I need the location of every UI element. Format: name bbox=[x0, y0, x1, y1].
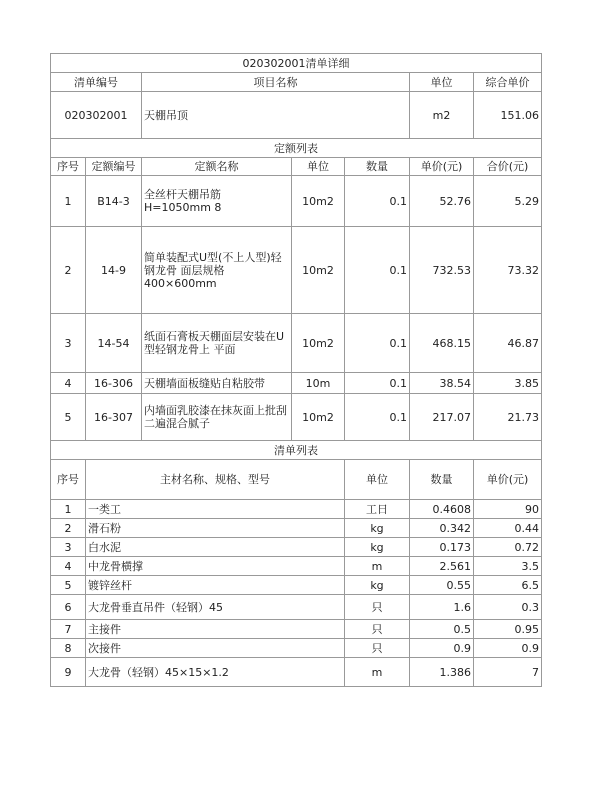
material-column-header: 序号 bbox=[51, 460, 86, 500]
material-price: 0.72 bbox=[474, 538, 542, 557]
material-qty: 0.55 bbox=[410, 576, 474, 595]
material-name: 主接件 bbox=[86, 620, 345, 639]
quota-code: B14-3 bbox=[86, 176, 142, 227]
material-section-title: 清单列表 bbox=[51, 441, 542, 460]
material-row bbox=[51, 658, 542, 687]
quota-section-title: 定额列表 bbox=[51, 139, 542, 158]
material-name: 白水泥 bbox=[86, 538, 345, 557]
material-row bbox=[51, 639, 542, 658]
material-no: 1 bbox=[51, 500, 86, 519]
material-qty: 1.6 bbox=[410, 595, 474, 620]
quota-total: 73.32 bbox=[474, 227, 542, 314]
quota-code: 16-307 bbox=[86, 394, 142, 441]
material-price: 3.5 bbox=[474, 557, 542, 576]
table-title: 020302001清单详细 bbox=[51, 54, 542, 73]
quota-column-header: 数量 bbox=[345, 158, 410, 176]
quota-total: 5.29 bbox=[474, 176, 542, 227]
material-row bbox=[51, 620, 542, 639]
material-name: 中龙骨横撑 bbox=[86, 557, 345, 576]
material-unit: m bbox=[345, 658, 410, 687]
material-unit: kg bbox=[345, 576, 410, 595]
material-unit: kg bbox=[345, 538, 410, 557]
quota-total: 46.87 bbox=[474, 314, 542, 373]
material-name: 大龙骨（轻钢）45×15×1.2 bbox=[86, 658, 345, 687]
quota-qty: 0.1 bbox=[345, 314, 410, 373]
material-qty: 0.173 bbox=[410, 538, 474, 557]
quota-column-header: 定额编号 bbox=[86, 158, 142, 176]
material-qty: 1.386 bbox=[410, 658, 474, 687]
quota-name: 纸面石膏板天棚面层安装在U型轻钢龙骨上 平面 bbox=[142, 314, 292, 373]
quota-header-row bbox=[51, 158, 542, 176]
material-unit: 工日 bbox=[345, 500, 410, 519]
quota-price: 468.15 bbox=[410, 314, 474, 373]
material-column-header: 单位 bbox=[345, 460, 410, 500]
quota-unit: 10m2 bbox=[292, 176, 345, 227]
quota-qty: 0.1 bbox=[345, 394, 410, 441]
quota-price: 732.53 bbox=[410, 227, 474, 314]
material-price: 0.9 bbox=[474, 639, 542, 658]
quota-qty: 0.1 bbox=[345, 373, 410, 394]
material-no: 5 bbox=[51, 576, 86, 595]
item-name: 天棚吊顶 bbox=[142, 92, 410, 139]
quota-column-header: 定额名称 bbox=[142, 158, 292, 176]
material-name: 大龙骨垂直吊件（轻钢）45 bbox=[86, 595, 345, 620]
quota-row bbox=[51, 373, 542, 394]
quota-row bbox=[51, 227, 542, 314]
quota-qty: 0.1 bbox=[345, 176, 410, 227]
material-price: 0.95 bbox=[474, 620, 542, 639]
quota-no: 4 bbox=[51, 373, 86, 394]
quota-code: 14-54 bbox=[86, 314, 142, 373]
material-qty: 2.561 bbox=[410, 557, 474, 576]
quota-row bbox=[51, 394, 542, 441]
material-unit: 只 bbox=[345, 639, 410, 658]
material-price: 0.3 bbox=[474, 595, 542, 620]
item-unit: m2 bbox=[410, 92, 474, 139]
material-unit: kg bbox=[345, 519, 410, 538]
material-price: 90 bbox=[474, 500, 542, 519]
quota-no: 5 bbox=[51, 394, 86, 441]
quota-column-header: 单价(元) bbox=[410, 158, 474, 176]
header-name: 项目名称 bbox=[142, 73, 410, 92]
quota-no: 1 bbox=[51, 176, 86, 227]
material-unit: m bbox=[345, 557, 410, 576]
quota-name: 天棚墙面板缝贴自粘胶带 bbox=[142, 373, 292, 394]
material-qty: 0.4608 bbox=[410, 500, 474, 519]
quota-column-header: 合价(元) bbox=[474, 158, 542, 176]
quota-name: 简单装配式U型(不上人型)轻钢龙骨 面层规格400×600mm bbox=[142, 227, 292, 314]
material-qty: 0.9 bbox=[410, 639, 474, 658]
quota-unit: 10m2 bbox=[292, 227, 345, 314]
quota-column-header: 单位 bbox=[292, 158, 345, 176]
material-no: 6 bbox=[51, 595, 86, 620]
header-unit: 单位 bbox=[410, 73, 474, 92]
material-qty: 0.5 bbox=[410, 620, 474, 639]
material-unit: 只 bbox=[345, 620, 410, 639]
material-name: 镀锌丝杆 bbox=[86, 576, 345, 595]
material-no: 7 bbox=[51, 620, 86, 639]
material-name: 一类工 bbox=[86, 500, 345, 519]
quota-price: 217.07 bbox=[410, 394, 474, 441]
quota-column-header: 序号 bbox=[51, 158, 86, 176]
material-column-header: 单价(元) bbox=[474, 460, 542, 500]
quota-name: 内墙面乳胶漆在抹灰面上批刮二遍混合腻子 bbox=[142, 394, 292, 441]
quota-price: 52.76 bbox=[410, 176, 474, 227]
material-row bbox=[51, 576, 542, 595]
material-no: 2 bbox=[51, 519, 86, 538]
quota-total: 21.73 bbox=[474, 394, 542, 441]
material-row bbox=[51, 538, 542, 557]
quota-no: 3 bbox=[51, 314, 86, 373]
material-unit: 只 bbox=[345, 595, 410, 620]
quota-unit: 10m bbox=[292, 373, 345, 394]
quota-unit: 10m2 bbox=[292, 314, 345, 373]
material-name: 次接件 bbox=[86, 639, 345, 658]
material-name: 滑石粉 bbox=[86, 519, 345, 538]
material-no: 8 bbox=[51, 639, 86, 658]
item-price: 151.06 bbox=[474, 92, 542, 139]
material-price: 7 bbox=[474, 658, 542, 687]
quota-total: 3.85 bbox=[474, 373, 542, 394]
material-qty: 0.342 bbox=[410, 519, 474, 538]
header-code: 清单编号 bbox=[51, 73, 142, 92]
material-row bbox=[51, 595, 542, 620]
material-no: 9 bbox=[51, 658, 86, 687]
item-code: 020302001 bbox=[51, 92, 142, 139]
bill-detail-table bbox=[50, 53, 542, 687]
material-header-row bbox=[51, 460, 542, 500]
header-price: 综合单价 bbox=[474, 73, 542, 92]
material-column-header: 主材名称、规格、型号 bbox=[86, 460, 345, 500]
quota-code: 14-9 bbox=[86, 227, 142, 314]
quota-unit: 10m2 bbox=[292, 394, 345, 441]
material-no: 4 bbox=[51, 557, 86, 576]
material-price: 6.5 bbox=[474, 576, 542, 595]
quota-row bbox=[51, 314, 542, 373]
quota-code: 16-306 bbox=[86, 373, 142, 394]
material-row bbox=[51, 519, 542, 538]
material-no: 3 bbox=[51, 538, 86, 557]
quota-no: 2 bbox=[51, 227, 86, 314]
material-row bbox=[51, 500, 542, 519]
quota-qty: 0.1 bbox=[345, 227, 410, 314]
material-row bbox=[51, 557, 542, 576]
material-price: 0.44 bbox=[474, 519, 542, 538]
quota-row bbox=[51, 176, 542, 227]
material-column-header: 数量 bbox=[410, 460, 474, 500]
quota-price: 38.54 bbox=[410, 373, 474, 394]
quota-name: 全丝杆天棚吊筋 H=1050mm 8 bbox=[142, 176, 292, 227]
